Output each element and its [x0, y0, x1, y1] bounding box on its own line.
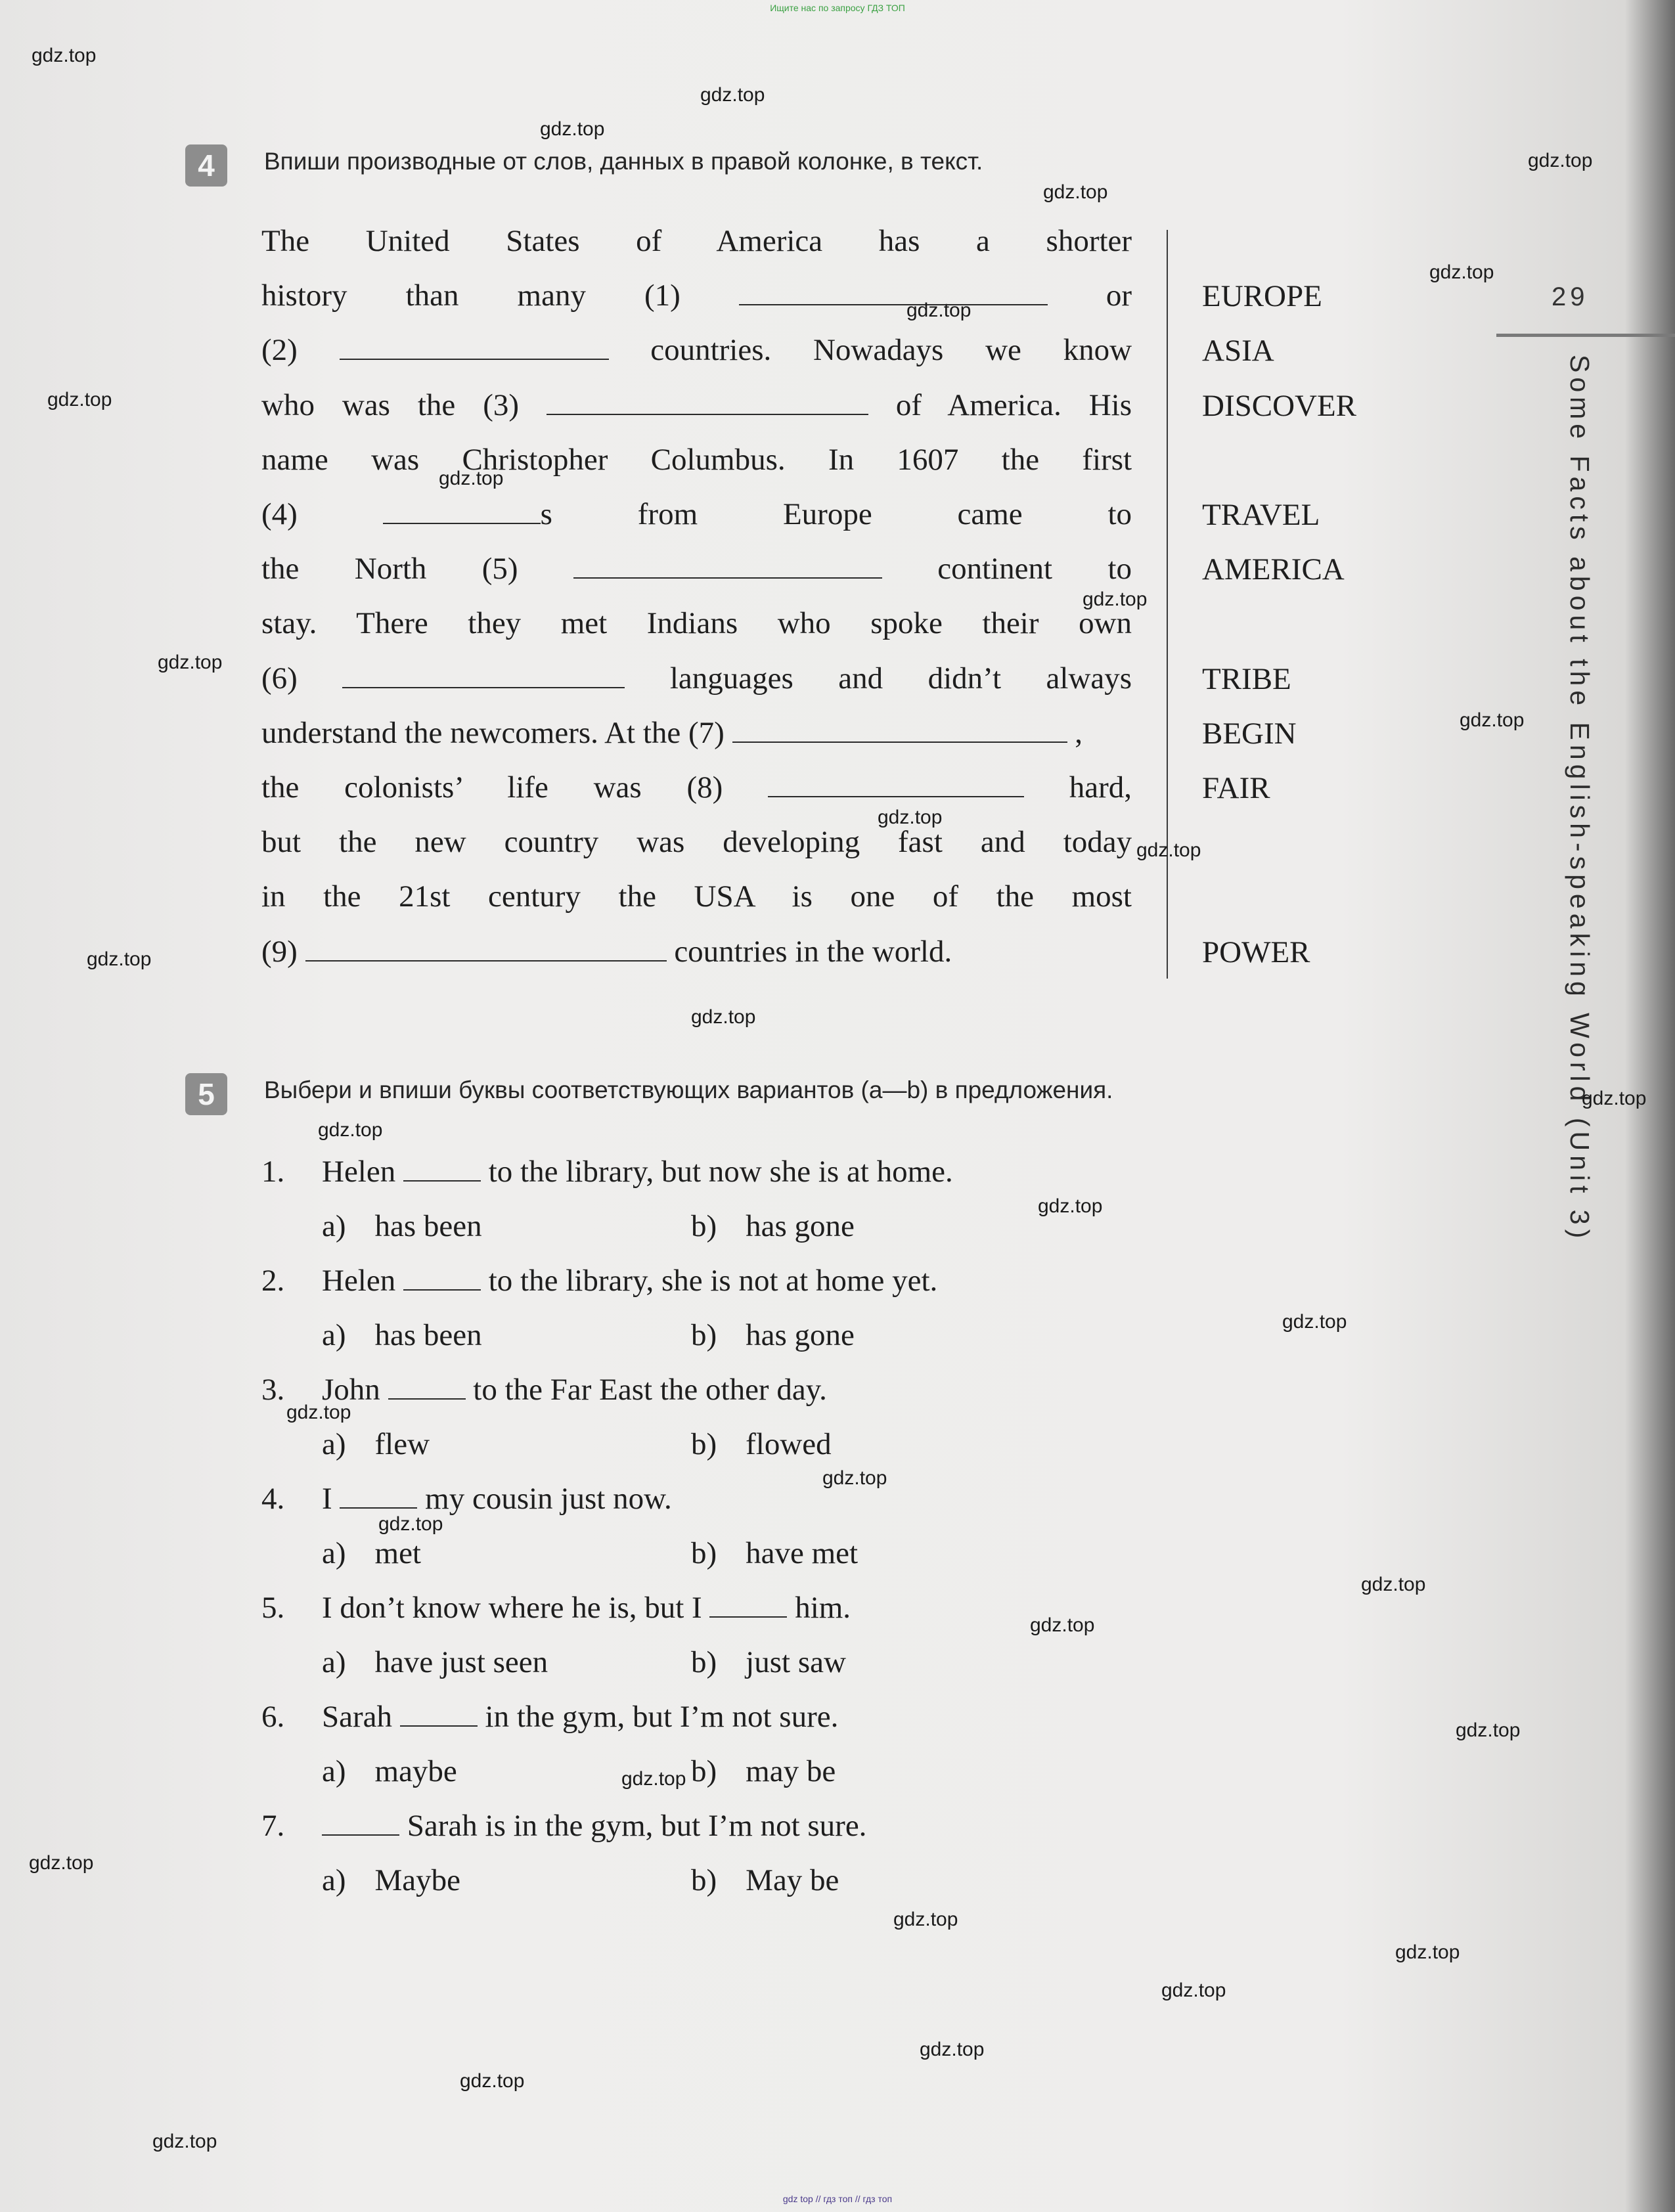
word: the	[339, 825, 377, 860]
option-a	[322, 1750, 457, 1792]
option-letter: b)	[691, 1863, 717, 1897]
question-text-before: Helen	[322, 1264, 403, 1298]
answer-blank[interactable]	[388, 1373, 466, 1400]
watermark-text: gdz.top	[700, 84, 765, 106]
option-a	[322, 1423, 430, 1465]
watermark-text: gdz.top	[1043, 181, 1108, 203]
blank-segment	[342, 661, 625, 696]
source-word: FAIR	[1202, 771, 1270, 805]
answer-blank[interactable]	[340, 1482, 417, 1509]
word: There	[356, 606, 428, 641]
source-word: TRAVEL	[1202, 498, 1320, 532]
watermark-text: gdz.top	[152, 2131, 217, 2152]
word: many	[517, 278, 586, 313]
word: of	[932, 879, 959, 914]
watermark-text: gdz.top	[1136, 839, 1201, 861]
answer-blank[interactable]	[739, 276, 1048, 305]
word: (3)	[483, 387, 519, 422]
watermark-text: gdz.top	[1456, 1719, 1521, 1741]
word: most	[1071, 879, 1132, 914]
word: and	[980, 825, 1025, 860]
blank-segment	[340, 333, 609, 367]
word: America.	[947, 387, 1061, 422]
option-text: has gone	[746, 1318, 855, 1352]
watermark-text: gdz.top	[32, 45, 97, 66]
option-b	[691, 1314, 855, 1356]
watermark-text: gdz.top	[1083, 588, 1148, 610]
word: but	[261, 825, 302, 860]
option-text: has been	[374, 1209, 482, 1243]
option-letter: b)	[691, 1209, 717, 1243]
word: His	[1088, 387, 1132, 422]
text-line	[261, 214, 1132, 269]
option-b	[691, 1532, 858, 1574]
question-text-before: I	[322, 1482, 340, 1516]
option-b	[691, 1423, 832, 1465]
word: (5)	[481, 552, 518, 586]
question-text-after: in the gym, but I’m not sure.	[477, 1700, 839, 1734]
word: was	[636, 825, 685, 860]
option-b	[691, 1641, 846, 1683]
word: and	[838, 661, 883, 696]
word: than	[405, 278, 459, 313]
word: Nowadays	[813, 333, 944, 368]
source-word: BEGIN	[1202, 716, 1297, 751]
question-text-before: Sarah	[322, 1700, 400, 1734]
question-number: 2.	[261, 1264, 285, 1298]
option-text: have just seen	[374, 1645, 548, 1679]
word: was	[593, 770, 642, 805]
watermark-text: gdz.top	[318, 1119, 383, 1141]
option-a	[322, 1532, 421, 1574]
blank-segment: (9) countries in the world.	[261, 935, 952, 969]
option-text: met	[374, 1536, 421, 1570]
question-number: 7.	[261, 1809, 285, 1843]
word: the	[261, 552, 300, 586]
text-line	[261, 706, 1132, 761]
text-line	[261, 652, 1132, 706]
option-letter: a)	[322, 1645, 346, 1679]
word: stay.	[261, 606, 317, 641]
word: from	[637, 497, 698, 531]
option-text: flew	[374, 1427, 430, 1461]
word: spoke	[870, 606, 943, 641]
option-letter: a)	[322, 1209, 346, 1243]
word: United	[365, 224, 450, 258]
watermark-text: gdz.top	[1038, 1195, 1103, 1217]
watermark-text: gdz.top	[29, 1852, 94, 1874]
question-text-after: Sarah is in the gym, but I’m not sure.	[399, 1809, 867, 1843]
watermark-text: gdz.top	[1582, 1088, 1647, 1109]
option-text: just saw	[746, 1645, 846, 1679]
word: who	[261, 387, 315, 422]
text-line	[261, 323, 1132, 378]
blank-segment	[547, 388, 868, 422]
word: North	[354, 552, 427, 586]
word: in	[261, 879, 286, 914]
option-letter: b)	[691, 1645, 717, 1679]
word: to	[1107, 552, 1132, 586]
option-a	[322, 1641, 548, 1683]
question-number: 5.	[261, 1591, 285, 1625]
watermark-text: gdz.top	[691, 1006, 756, 1028]
word: Christopher	[462, 442, 608, 477]
source-word: EUROPE	[1202, 279, 1322, 314]
word: to	[1107, 497, 1132, 531]
word: Europe	[782, 497, 872, 531]
word: colonists’	[344, 770, 462, 805]
watermark-text: gdz.top	[1161, 1980, 1226, 2001]
question-text	[322, 1369, 827, 1411]
word: Indians	[646, 606, 738, 641]
option-letter: a)	[322, 1863, 346, 1897]
watermark-text: gdz.top	[1429, 261, 1494, 283]
word: has	[878, 224, 920, 258]
word: new	[414, 825, 466, 860]
watermark-text: gdz.top	[906, 299, 972, 321]
source-word: DISCOVER	[1202, 388, 1357, 423]
word: who	[777, 606, 831, 641]
word: of	[895, 387, 922, 422]
answer-blank[interactable]	[732, 714, 1067, 743]
word: (4)	[261, 497, 298, 531]
question-text-after: him.	[787, 1591, 851, 1625]
watermark-text: gdz.top	[158, 652, 223, 673]
watermark-text: gdz.top	[893, 1909, 958, 1930]
option-letter: b)	[691, 1754, 717, 1788]
option-text: maybe	[374, 1754, 457, 1788]
option-a	[322, 1314, 482, 1356]
word: languages	[669, 661, 793, 696]
word: developing	[723, 825, 860, 860]
blank-segment	[768, 770, 1024, 805]
option-b	[691, 1750, 836, 1792]
word: they	[468, 606, 522, 641]
text-line	[261, 870, 1132, 924]
word: or	[1106, 278, 1132, 313]
page-number-rule	[1496, 334, 1675, 337]
text-line	[261, 925, 1132, 979]
question-text-before: I don’t know where he is, but I	[322, 1591, 710, 1625]
watermark-text: gdz.top	[1282, 1311, 1347, 1333]
answer-blank[interactable]	[342, 659, 625, 688]
word: (8)	[686, 770, 723, 805]
watermark-text: gdz.top	[1361, 1574, 1426, 1595]
text-line	[261, 542, 1132, 596]
answer-blank[interactable]	[400, 1700, 478, 1727]
watermark-text: gdz.top	[439, 468, 504, 489]
answer-blank[interactable]	[547, 386, 868, 415]
watermark-text: gdz.top	[621, 1768, 686, 1790]
top-watermark-link[interactable]: Ищите нас по запросу ГДЗ ТОП	[770, 3, 905, 13]
source-word: TRIBE	[1202, 661, 1291, 696]
question-text-after: to the library, but now she is at home.	[480, 1155, 953, 1189]
question-text	[322, 1151, 953, 1193]
option-letter: a)	[322, 1536, 346, 1570]
word: the	[417, 387, 456, 422]
text-line	[261, 815, 1132, 870]
word: history	[261, 278, 347, 313]
word: life	[507, 770, 548, 805]
option-text: has gone	[746, 1209, 855, 1243]
watermark-text: gdz.top	[460, 2070, 525, 2092]
question-text-after: my cousin just now.	[417, 1482, 672, 1516]
word: (2)	[261, 333, 298, 368]
word: continent	[937, 552, 1053, 586]
word: a	[976, 224, 990, 258]
option-b	[691, 1859, 839, 1901]
word: Columbus.	[650, 442, 786, 477]
word: one	[850, 879, 895, 914]
word: the	[618, 879, 656, 914]
exercise-5-instruction: Выбери и впиши буквы соответствующих вариантов (a—b) в предложения.	[264, 1076, 1113, 1103]
question-number: 1.	[261, 1155, 285, 1189]
exercise-4-badge: 4	[185, 144, 227, 187]
word: In	[828, 442, 855, 477]
question-text-after: to the library, she is not at home yet.	[480, 1264, 938, 1298]
word: we	[985, 333, 1021, 368]
word: The	[261, 224, 310, 258]
watermark-text: gdz.top	[286, 1402, 351, 1423]
watermark-text: gdz.top	[878, 807, 943, 828]
question-text	[322, 1587, 851, 1629]
word: first	[1082, 442, 1132, 477]
question-text	[322, 1805, 866, 1847]
answer-blank[interactable]	[383, 495, 541, 524]
word: was	[342, 387, 390, 422]
word: 21st	[399, 879, 451, 914]
watermark-text: gdz.top	[47, 389, 112, 410]
word: of	[636, 224, 662, 258]
question-number: 4.	[261, 1482, 285, 1516]
option-letter: a)	[322, 1754, 346, 1788]
option-b	[691, 1205, 855, 1247]
watermark-text: gdz.top	[540, 118, 605, 140]
option-letter: a)	[322, 1427, 346, 1461]
word: USA	[694, 879, 754, 914]
text-line	[261, 433, 1132, 487]
question-text-after: to the Far East the other day.	[465, 1373, 827, 1407]
word: States	[506, 224, 580, 258]
option-a	[322, 1859, 460, 1901]
word: the	[261, 770, 300, 805]
question-number: 3.	[261, 1373, 285, 1407]
text-line	[261, 761, 1132, 815]
watermark-text: gdz.top	[1030, 1614, 1095, 1636]
watermark-text: gdz.top	[920, 2039, 985, 2060]
option-letter: b)	[691, 1318, 717, 1352]
word: their	[982, 606, 1039, 641]
answer-blank[interactable]	[403, 1264, 481, 1291]
word: the	[996, 879, 1035, 914]
answer-blank[interactable]	[709, 1591, 787, 1618]
question-text	[322, 1478, 672, 1520]
watermark-text: gdz.top	[87, 948, 152, 970]
footer-watermark-link[interactable]: gdz top // гдз топ // гдз топ	[782, 2194, 893, 2204]
page-number: 29	[1552, 282, 1589, 311]
text-line	[261, 269, 1132, 323]
word: always	[1046, 661, 1132, 696]
question-text-before: John	[322, 1373, 388, 1407]
word: countries.	[650, 333, 772, 368]
watermark-text: gdz.top	[1395, 1941, 1460, 1963]
option-text: have met	[746, 1536, 859, 1570]
text-line	[261, 596, 1132, 651]
blank-segment: understand the newcomers. At the (7) ,	[261, 716, 1083, 750]
word: 1607	[897, 442, 959, 477]
word: hard,	[1069, 770, 1132, 805]
word: own	[1079, 606, 1132, 641]
option-text: has been	[374, 1318, 482, 1352]
word: was	[371, 442, 420, 477]
word: century	[488, 879, 581, 914]
word: name	[261, 442, 328, 477]
option-letter: b)	[691, 1536, 717, 1570]
word: shorter	[1046, 224, 1132, 258]
option-a	[322, 1205, 482, 1247]
answer-blank[interactable]	[403, 1155, 481, 1182]
watermark-text: gdz.top	[1528, 150, 1593, 171]
source-word: POWER	[1202, 935, 1310, 969]
word: (1)	[644, 278, 681, 313]
watermark-text: gdz.top	[378, 1513, 443, 1535]
watermark-text: gdz.top	[1460, 709, 1525, 731]
word: came	[957, 497, 1023, 531]
watermark-text: gdz.top	[822, 1467, 887, 1489]
answer-blank[interactable]	[573, 550, 882, 579]
question-text-before: Helen	[322, 1155, 403, 1189]
option-text: may be	[746, 1754, 836, 1788]
word: (6)	[261, 661, 298, 696]
exercise-5-badge: 5	[185, 1073, 227, 1115]
option-text: May be	[746, 1863, 839, 1897]
word: know	[1063, 333, 1132, 368]
word: is	[792, 879, 813, 914]
question-text	[322, 1260, 937, 1302]
answer-blank[interactable]	[340, 331, 609, 360]
word: met	[560, 606, 608, 641]
option-text: Maybe	[374, 1863, 461, 1897]
option-text: flowed	[746, 1427, 832, 1461]
answer-blank[interactable]	[305, 933, 667, 962]
text-line	[261, 378, 1132, 433]
word: country	[504, 825, 599, 860]
word: the	[1001, 442, 1040, 477]
exercise-4-instruction: Впиши производные от слов, данных в правой колонке, в текст.	[264, 148, 983, 175]
blank-segment	[573, 552, 882, 586]
word: America	[716, 224, 823, 258]
text-line	[261, 487, 1132, 542]
option-letter: b)	[691, 1427, 717, 1461]
source-word: ASIA	[1202, 334, 1274, 368]
word: the	[323, 879, 361, 914]
answer-blank[interactable]	[322, 1809, 399, 1836]
option-letter: a)	[322, 1318, 346, 1352]
answer-blank[interactable]	[768, 768, 1024, 797]
word: didn’t	[927, 661, 1002, 696]
word: today	[1063, 825, 1132, 860]
question-text	[322, 1696, 838, 1738]
column-divider	[1167, 230, 1168, 979]
blank-segment	[739, 278, 1048, 313]
question-number: 6.	[261, 1700, 285, 1734]
word: fast	[898, 825, 943, 860]
source-word: AMERICA	[1202, 552, 1345, 587]
blank-segment: s	[383, 497, 552, 531]
unit-side-title: Some Facts about the English-speaking World (Unit 3)	[1565, 355, 1595, 1243]
